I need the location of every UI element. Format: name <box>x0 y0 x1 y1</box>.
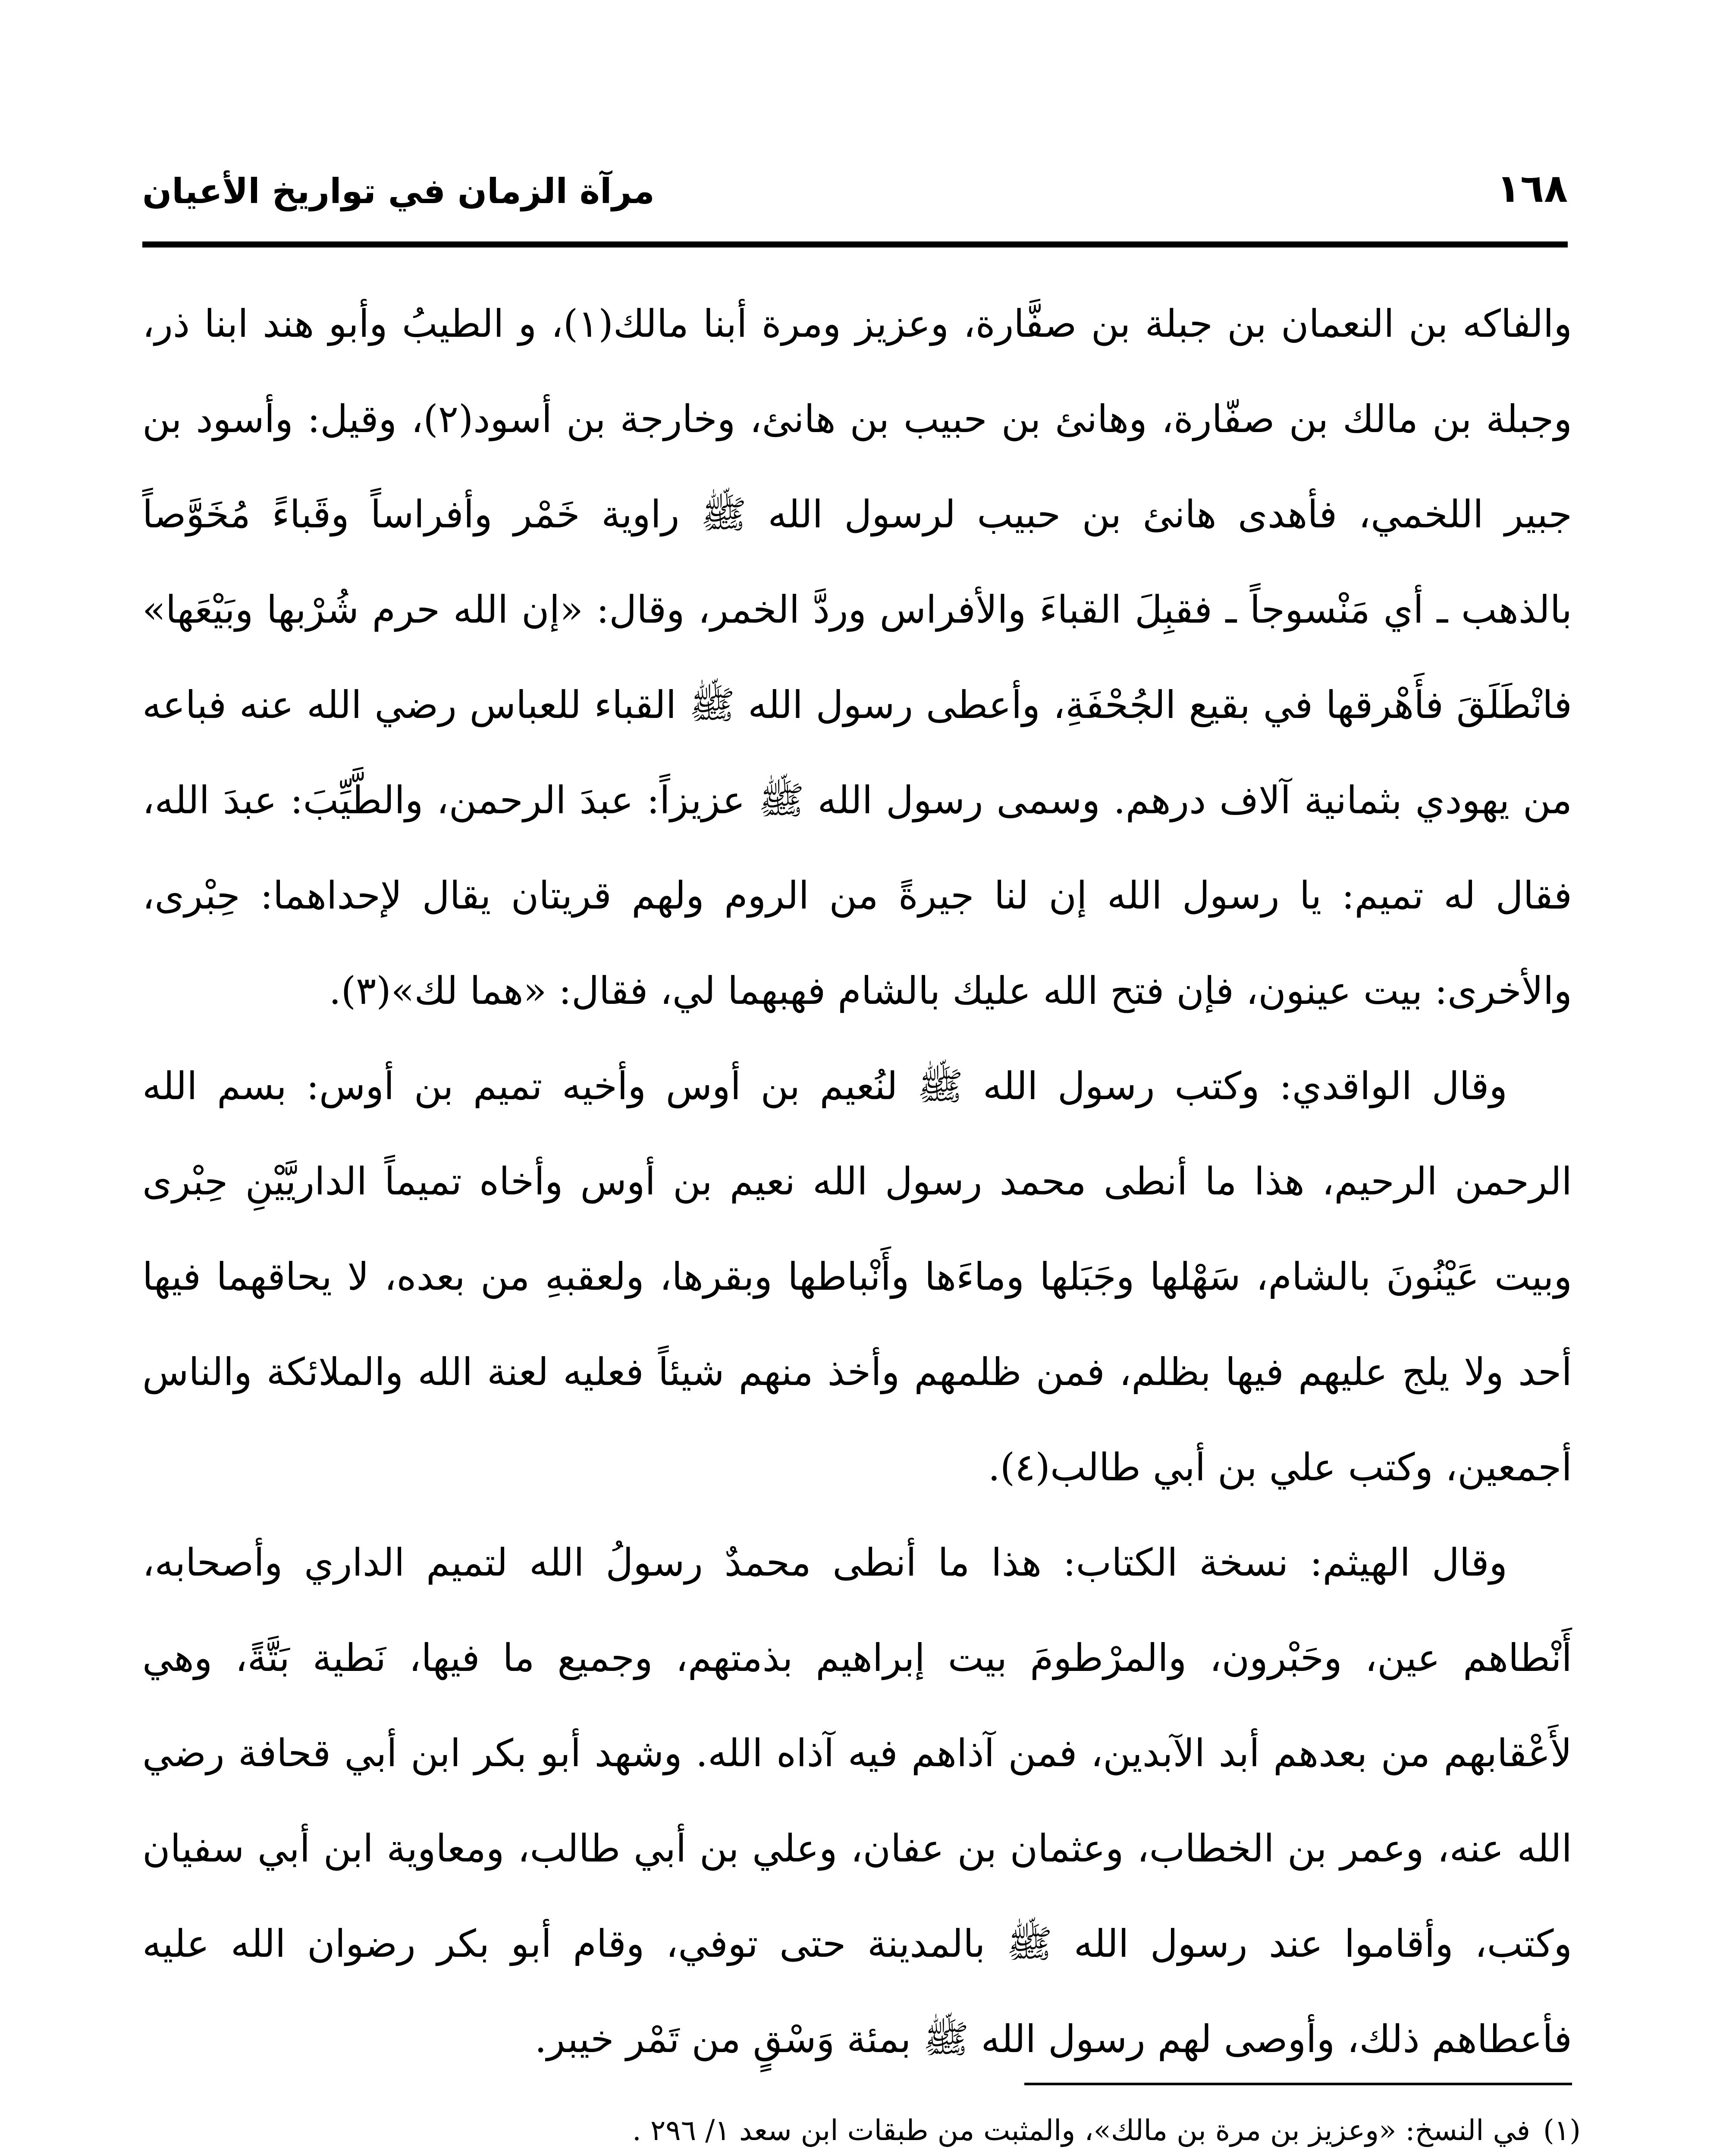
header-rule <box>142 241 1568 248</box>
footnote-rule <box>1024 2083 1572 2085</box>
paragraph-3: وقال الهيثم: نسخة الكتاب: هذا ما أنطى محمدٌ رسولُ الله لتميم الداري وأصحابه، أَنْطاهم عين، وحَبْرون، والمرْطومَ بيت إبراهيم بذمتهم، وجميع ما فيها، نَطية بَتَّةً، وهي لأَعْقابهم من بعدهم أبد الآبدين، فمن آذاهم فيه آذاه الله. وشهد أبو بكر ابن أبي قحافة رضي الله عنه، وعمر بن الخطاب، وعثمان بن عفان، وعلي بن أبي طالب، ومعاوية ابن أبي سفيان وكتب، وأقاموا عند رسول الله ﷺ بالمدينة حتى توفي، وقام أبو بكر رضوان الله عليه فأعطاهم ذلك، وأوصى لهم رسول الله ﷺ بمئة وَسْقٍ من تَمْر خيبر. <box>142 1540 1572 2061</box>
main-text <box>142 276 1572 2087</box>
footnote-text: في النسخ: «وعزيز بن مرة بن مالك»، والمثبت من طبقات ابن سعد ١/ ٢٩٦ . <box>632 2114 1531 2147</box>
page-number: ١٦٨ <box>1497 166 1568 211</box>
footnote-number: (١) <box>1543 2114 1581 2147</box>
footnotes <box>142 2104 1581 2156</box>
running-header <box>142 151 1568 220</box>
footnote-1 <box>142 2104 1581 2156</box>
paragraph-2: وقال الواقدي: وكتب رسول الله ﷺ لنُعيم بن أوس وأخيه تميم بن أوس: بسم الله الرحمن الرحيم، هذا ما أنطى محمد رسول الله نعيم بن أوس وأخاه تميماً الداريَّيْنِ حِبْرى وبيت عَيْنُونَ بالشام، سَهْلها وجَبَلها وماءَها وأَنْباطها وبقرها، ولعقبهِ من بعده، لا يحاقهما فيها أحد ولا يلج عليهم فيها بظلم، فمن ظلمهم وأخذ منهم شيئاً فعليه لعنة الله والملائكة والناس أجمعين، وكتب علي بن أبي طالب(٤). <box>142 1064 1572 1489</box>
paragraph-1: والفاكه بن النعمان بن جبلة بن صفَّارة، وعزيز ومرة أبنا مالك(١)، و الطيبُ وأبو هند ابنا ذر، وجبلة بن مالك بن صفّارة، وهانئ بن حبيب بن هانئ، وخارجة بن أسود(٢)، وقيل: وأسود بن جبير اللخمي، فأهدى هانئ بن حبيب لرسول الله ﷺ راوية خَمْر وأفراساً وقَباءً مُخَوَّصاً بالذهب ـ أي مَنْسوجاً ـ فقبِلَ القباءَ والأفراس وردَّ الخمر، وقال: «إن الله حرم شُرْبها وبَيْعَها» فانْطَلَقَ فأَهْرقها في بقيع الجُحْفَةِ، وأعطى رسول الله ﷺ القباء للعباس رضي الله عنه فباعه من يهودي بثمانية آلاف درهم. وسمى رسول الله ﷺ عزيزاً: عبدَ الرحمن، والطَّيِّبَ: عبدَ الله، فقال له تميم: يا رسول الله إن لنا جيرةً من الروم ولهم قريتان يقال لإحداهما: حِبْرى، والأخرى: بيت عينون، فإن فتح الله عليك بالشام فهبهما لي، فقال: «هما لك»(٣). <box>142 301 1572 1013</box>
book-title: مرآة الزمان في تواريخ الأعيان <box>142 171 655 211</box>
